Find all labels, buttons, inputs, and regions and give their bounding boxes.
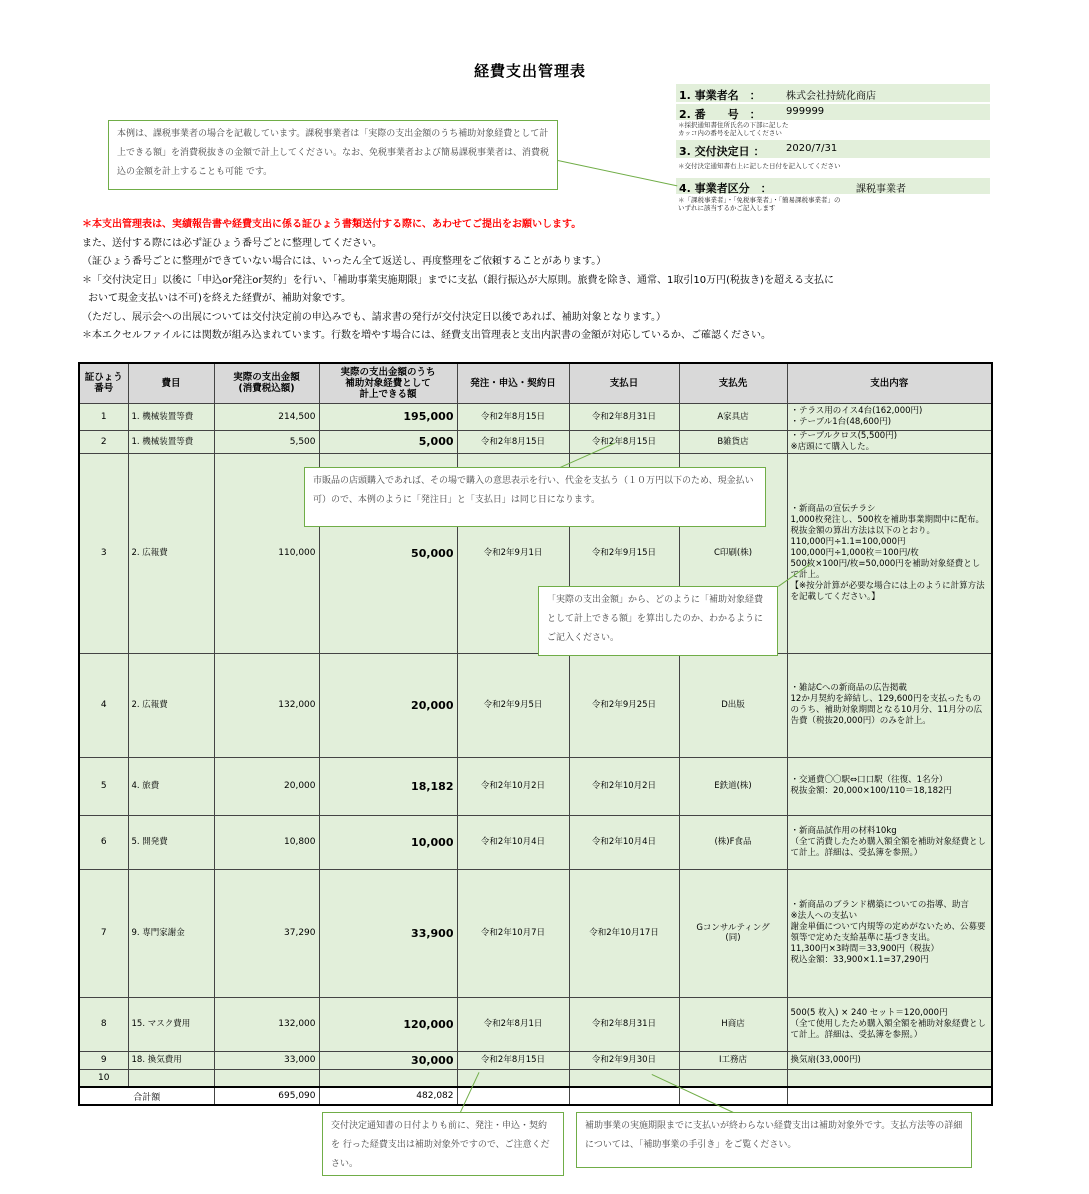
actual-amount-cell: 214,500 xyxy=(214,403,319,430)
table-row xyxy=(79,403,992,430)
empty-cell xyxy=(457,1087,569,1105)
order-date-cell: 令和2年8月15日 xyxy=(457,403,569,430)
instruction-line: ＊本エクセルファイルには関数が組み込まれています。行数を増やす場合には、経費支出管理表と支出内訳書の金額が対応しているか、ご確認ください。 xyxy=(82,330,771,341)
store-purchase-callout: 市販品の店頭購入であれば、その場で購入の意思表示を行い、代金を支払う（１０万円以下のため、現金払い可）ので、本例のように「発注日」と「支払日」は同じ日になります。 xyxy=(304,467,766,527)
description-cell: ・雑誌Cへの新商品の広告掲載 12か月契約を締結し、129,600円を支払ったもののうち、補助対象期間となる10月分、11月分の広告費（税抜20,000円）のみを計上。 xyxy=(787,653,992,757)
voucher-number-cell: 4 xyxy=(79,653,128,757)
instruction-line: おいて現金支払いは不可)を終えた経費が、補助対象です。 xyxy=(88,293,352,304)
order-date-cell: 令和2年10月4日 xyxy=(457,815,569,869)
order-date-cell: 令和2年10月2日 xyxy=(457,757,569,815)
empty-cell xyxy=(787,1087,992,1105)
instruction-line: また、送付する際には必ず証ひょう番号ごとに整理してください。 xyxy=(82,237,382,249)
payment-date-cell: 令和2年9月15日 xyxy=(569,453,679,653)
description-cell: 500(5 枚入) × 240 セット＝120,000円 （全て使用したため購入額全額を補助対象経費として計上。詳細は、受払簿を参照。） xyxy=(787,997,992,1051)
voucher-number-cell: 8 xyxy=(79,997,128,1051)
category-value: 課税事業者 xyxy=(856,184,906,195)
description-cell: ・交通費〇〇駅⇔口口駅（往復、1名分） 税抜金額：20,000×100/110＝18,182円 xyxy=(787,757,992,815)
instruction-red: ＊本支出管理表は、実績報告書や経費支出に係る証ひょう書類送付する際に、あわせてご提出をお願いします。 xyxy=(82,219,582,230)
payee-cell: Gコンサルティング (同) xyxy=(679,869,787,997)
description-cell: ・新商品の宣伝チラシ 1,000枚発注し、500枚を補助事業期間中に配布。税抜金額の算出方法は以下のとおり。 110,000円÷1.1=100,000円 100,000円÷1,000枚＝100円/枚 500枚×100円/枚=50,000円を補助対象経費として計上。 【※按分計算が必要な場合には上のように計算方法を記載してください。】 xyxy=(787,453,992,653)
description-cell xyxy=(787,1069,992,1087)
header-cell: 費目 xyxy=(128,363,214,403)
expense-item-cell: 2. 広報費 xyxy=(128,653,214,757)
implementation-period-callout: 補助事業の実施期限までに支払いが終わらない経費支出は補助対象外です。支払方法等の詳細については、「補助事業の手引き」をご覧ください。 xyxy=(576,1112,972,1168)
description-cell: ・新商品のブランド構築についての指導、助言 ※法人への支払い 謝金単価について内規等の定めがないため、公募要領等で定めた支給基準に基づき支出。 11,300円×3時間＝33,900円（税抜） 税込金額：33,900×1.1=37,290円 xyxy=(787,869,992,997)
payment-date-cell: 令和2年8月31日 xyxy=(569,403,679,430)
actual-amount-cell xyxy=(214,1069,319,1087)
voucher-number-cell: 1 xyxy=(79,403,128,430)
category-note: ＊「課税事業者」・「免税事業者」・「簡易課税事業者」の いずれに該当するかご記入します xyxy=(678,196,841,212)
header-cell: 証ひょう 番号 xyxy=(79,363,128,403)
expense-item-cell: 1. 機械装置等費 xyxy=(128,403,214,430)
eligible-amount-cell xyxy=(319,1069,457,1087)
number-label: 2. 番 号 ： xyxy=(679,108,761,121)
header-cell: 支払先 xyxy=(679,363,787,403)
payee-cell: I工務店 xyxy=(679,1051,787,1069)
header-cell: 実際の支出金額のうち 補助対象経費として 計上できる額 xyxy=(319,363,457,403)
instructions xyxy=(82,216,982,346)
payment-date-cell: 令和2年8月15日 xyxy=(569,430,679,453)
tax-callout-pointer xyxy=(558,160,678,186)
payee-cell: H商店 xyxy=(679,997,787,1051)
description-cell: 換気扇(33,000円) xyxy=(787,1051,992,1069)
payee-cell: A家具店 xyxy=(679,403,787,430)
table-row xyxy=(79,1069,992,1087)
total-actual-cell: 695,090 xyxy=(214,1087,319,1105)
decision-date-value: 2020/7/31 xyxy=(786,143,838,154)
eligible-amount-cell: 20,000 xyxy=(319,653,457,757)
actual-amount-cell: 10,800 xyxy=(214,815,319,869)
payee-cell: E鉄道(株) xyxy=(679,757,787,815)
expense-item-cell xyxy=(128,1069,214,1087)
table-row xyxy=(79,1051,992,1069)
actual-amount-cell: 37,290 xyxy=(214,869,319,997)
eligible-amount-cell: 10,000 xyxy=(319,815,457,869)
expense-item-cell: 18. 換気費用 xyxy=(128,1051,214,1069)
expense-item-cell: 4. 旅費 xyxy=(128,757,214,815)
order-date-cell: 令和2年9月1日 xyxy=(457,453,569,653)
actual-amount-cell: 20,000 xyxy=(214,757,319,815)
expense-item-cell: 9. 専門家謝金 xyxy=(128,869,214,997)
before-decision-callout: 交付決定通知書の日付よりも前に、発注・申込・契約を 行った経費支出は補助対象外ですので、ご注意ください。 xyxy=(322,1112,564,1176)
voucher-number-cell: 7 xyxy=(79,869,128,997)
instruction-line: （証ひょう番号ごとに整理ができていない場合には、いったん全て返送し、再度整理をご依頼することがあります。） xyxy=(82,256,607,267)
eligible-amount-cell: 18,182 xyxy=(319,757,457,815)
payee-cell: B雑貨店 xyxy=(679,430,787,453)
calculation-callout: 「実際の支出金額」から、どのように「補助対象経費として計上できる額」を算出したのか、わかるようにご記入ください。 xyxy=(538,586,778,656)
payment-date-cell: 令和2年9月25日 xyxy=(569,653,679,757)
instruction-line: （ただし、展示会への出展については交付決定前の申込みでも、請求書の発行が交付決定日以後であれば、補助対象となります。） xyxy=(82,311,666,323)
tax-callout: 本例は、課税事業者の場合を記載しています。課税事業者は「実際の支出金額のうち補助対象経費として計上できる額」を消費税抜きの金額で計上してください。なお、免税事業者および簡易課税事業者は、消費税込の金額を計上することも可能 です。 xyxy=(108,120,558,190)
order-date-cell: 令和2年10月7日 xyxy=(457,869,569,997)
actual-amount-cell: 33,000 xyxy=(214,1051,319,1069)
expense-item-cell: 2. 広報費 xyxy=(128,453,214,653)
business-name-value: 株式会社持続化商店 xyxy=(786,91,876,102)
voucher-number-cell: 6 xyxy=(79,815,128,869)
order-date-cell: 令和2年9月5日 xyxy=(457,653,569,757)
voucher-number-cell: 3 xyxy=(79,453,128,653)
page-title: 経費支出管理表 xyxy=(473,62,586,80)
empty-cell xyxy=(679,1087,787,1105)
payee-cell: D出版 xyxy=(679,653,787,757)
actual-amount-cell: 132,000 xyxy=(214,997,319,1051)
table-row xyxy=(79,997,992,1051)
eligible-amount-cell: 195,000 xyxy=(319,403,457,430)
voucher-number-cell: 9 xyxy=(79,1051,128,1069)
number-row xyxy=(676,104,990,120)
voucher-number-cell: 2 xyxy=(79,430,128,453)
total-eligible-cell: 482,082 xyxy=(319,1087,457,1105)
decision-date-row xyxy=(676,140,990,158)
total-row xyxy=(79,1087,992,1105)
category-label: 4. 事業者区分 ： xyxy=(679,182,772,195)
expense-item-cell: 1. 機械装置等費 xyxy=(128,430,214,453)
total-label-cell: 合計額 xyxy=(79,1087,214,1105)
table-header-row xyxy=(79,363,992,403)
number-note: ＊採択通知書住所氏名の下部に記した カッコ内の番号を記入してください xyxy=(678,121,789,137)
order-date-cell: 令和2年8月15日 xyxy=(457,430,569,453)
eligible-amount-cell: 50,000 xyxy=(319,453,457,653)
category-row xyxy=(676,178,990,194)
payee-cell xyxy=(679,1069,787,1087)
header-cell: 実際の支出金額 (消費税込額) xyxy=(214,363,319,403)
payment-date-cell: 令和2年10月2日 xyxy=(569,757,679,815)
table-row xyxy=(79,653,992,757)
header-cell: 支払日 xyxy=(569,363,679,403)
business-name-row xyxy=(676,84,990,102)
description-cell: ・新商品試作用の材料10kg （全て消費したため購入額全額を補助対象経費として計上。詳細は、受払簿を参照。） xyxy=(787,815,992,869)
table-row xyxy=(79,869,992,997)
description-cell: ・テーブルクロス(5,500円) ※店頭にて購入した。 xyxy=(787,430,992,453)
eligible-amount-cell: 30,000 xyxy=(319,1051,457,1069)
table-row xyxy=(79,757,992,815)
eligible-amount-cell: 5,000 xyxy=(319,430,457,453)
table-row xyxy=(79,815,992,869)
header-cell: 支出内容 xyxy=(787,363,992,403)
voucher-number-cell: 5 xyxy=(79,757,128,815)
payee-cell: (株)F食品 xyxy=(679,815,787,869)
voucher-number-cell: 10 xyxy=(79,1069,128,1087)
payment-date-cell: 令和2年10月17日 xyxy=(569,869,679,997)
payment-date-cell: 令和2年8月31日 xyxy=(569,997,679,1051)
actual-amount-cell: 110,000 xyxy=(214,453,319,653)
instruction-line: ＊「交付決定日」以後に「申込or発注or契約」を行い、「補助事業実施期限」までに支払（銀行振込が大原則。旅費を除き、通常、1取引10万円(税抜き)を超える支払に xyxy=(82,274,834,286)
description-cell: ・テラス用のイス4台(162,000円) ・テーブル1台(48,600円) xyxy=(787,403,992,430)
business-name-label: 1. 事業者名 ： xyxy=(679,89,761,102)
table-row xyxy=(79,430,992,453)
eligible-amount-cell: 120,000 xyxy=(319,997,457,1051)
number-value: 999999 xyxy=(786,106,825,117)
actual-amount-cell: 5,500 xyxy=(214,430,319,453)
expense-item-cell: 15. マスク費用 xyxy=(128,997,214,1051)
eligible-amount-cell: 33,900 xyxy=(319,869,457,997)
order-date-cell: 令和2年8月1日 xyxy=(457,997,569,1051)
payment-date-cell: 令和2年9月30日 xyxy=(569,1051,679,1069)
header-cell: 発注・申込・契約日 xyxy=(457,363,569,403)
decision-date-label: 3. 交付決定日 ： xyxy=(679,145,765,158)
order-date-cell: 令和2年8月15日 xyxy=(457,1051,569,1069)
payment-date-cell: 令和2年10月4日 xyxy=(569,815,679,869)
empty-cell xyxy=(569,1087,679,1105)
decision-date-note: ＊交付決定通知書右上に記した日付を記入してください xyxy=(678,162,841,170)
payee-cell: C印刷(株) xyxy=(679,453,787,653)
expense-item-cell: 5. 開発費 xyxy=(128,815,214,869)
actual-amount-cell: 132,000 xyxy=(214,653,319,757)
